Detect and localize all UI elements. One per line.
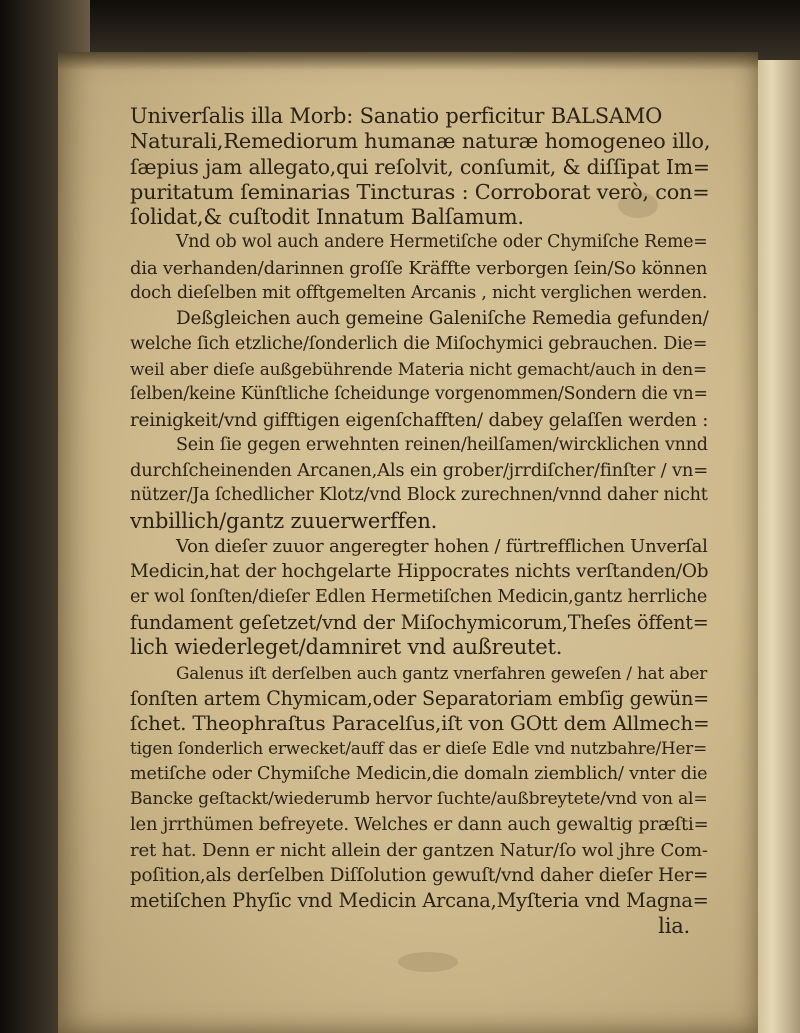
text-line: ſolidat,& cuſtodit Innatum Balſamum. bbox=[130, 205, 524, 230]
text-line: poſition,als derſelben Diſſolution gewuſt/vnd daher dieſer Her= bbox=[130, 864, 709, 886]
text-line: reinigkeit/vnd gifftigen eigenſchafften/ dabey gelaſſen werden : bbox=[130, 409, 709, 431]
text-line: weil aber dieſe außgebührende Materia nicht gemacht/auch in den= bbox=[130, 358, 707, 379]
text-line: Univerſalis illa Morb: Sanatio perficitur BALSAMO bbox=[130, 104, 663, 128]
text-line: ſonſten artem Chymicam,oder Separatoriam embſig gewün= bbox=[130, 686, 709, 710]
text-line: Deßgleichen auch gemeine Galeniſche Remedia gefunden/ bbox=[176, 308, 709, 330]
text-line: ſæpius jam allegato,qui reſolvit, conſumit, & diſſipat Im= bbox=[130, 154, 710, 179]
text-line: tigen ſonderlich erwecket/auff das er dieſe Edle vnd nutzbahre/Her= bbox=[130, 738, 708, 759]
text-line: Galenus iſt derſelben auch gantz vnerfahren geweſen / hat aber bbox=[176, 662, 708, 683]
text-line: welche ſich etzliche/ſonderlich die Miſochymici gebrauchen. Die= bbox=[130, 333, 708, 354]
text-line: Medicin,hat der hochgelarte Hippocrates nichts verſtanden/Ob bbox=[130, 561, 709, 583]
text-line: lich wiederleget/damniret vnd außreutet. bbox=[130, 635, 563, 660]
text-line: Bancke geſtackt/wiederumb hervor ſuchte/außbreytete/vnd von al= bbox=[130, 789, 708, 810]
text-line: Sein ſie gegen erwehnten reinen/heilſamen/wircklichen vnnd bbox=[176, 434, 708, 455]
text-line: durchſcheinenden Arcanen,Als ein grober/jrrdiſcher/finſter / vn= bbox=[130, 460, 709, 482]
text-line: ſelben/keine Künſtliche ſcheidunge vorgenommen/Sondern die vn= bbox=[130, 384, 708, 405]
catchword-line: lia. bbox=[658, 913, 690, 938]
text-line: puritatum ſeminarias Tincturas : Corroborat verò, con= bbox=[130, 179, 710, 204]
text-line: nützer/Ja ſchedlicher Klotz/vnd Block zurechnen/vnnd daher nicht bbox=[130, 485, 708, 506]
paper-stain bbox=[398, 952, 458, 972]
text-line: metiſche oder Chymiſche Medicin,die domaln ziemblich/ vnter die bbox=[130, 763, 708, 784]
text-line: len jrrthümen befreyete. Welches er dann auch gewaltig præſti= bbox=[130, 814, 709, 836]
page-text-block bbox=[130, 104, 710, 939]
text-line: ſchet. Theophraſtus Paracelſus,iſt von GOtt dem Allmech= bbox=[130, 712, 710, 736]
text-line: Vnd ob wol auch andere Hermetiſche oder Chymiſche Reme= bbox=[176, 232, 708, 253]
text-line: Naturali,Remediorum humanæ naturæ homogeneo illo, bbox=[130, 129, 710, 154]
text-line: er wol ſonſten/dieſer Edlen Hermetiſchen Medicin,gantz herrliche bbox=[130, 586, 708, 607]
text-line: vnbillich/gantz zuuerwerffen. bbox=[130, 508, 438, 533]
text-line: metiſchen Phyſic vnd Medicin Arcana,Myſteria vnd Magna= bbox=[130, 889, 709, 913]
text-line: doch dieſelben mit offtgemelten Arcanis , nicht verglichen werden. bbox=[130, 283, 708, 304]
text-line: fundament geſetzet/vnd der Miſochymicorum,Theſes öffent= bbox=[130, 610, 709, 634]
text-line: ret hat. Denn er nicht allein der gantzen Natur/ſo wol jhre Com- bbox=[130, 839, 708, 861]
text-line: Von dieſer zuuor angeregter hohen / fürtrefflichen Unverſal bbox=[176, 536, 708, 558]
text-line: dia verhanden/darinnen groſſe Kräffte verborgen ſein/So können bbox=[130, 257, 708, 279]
